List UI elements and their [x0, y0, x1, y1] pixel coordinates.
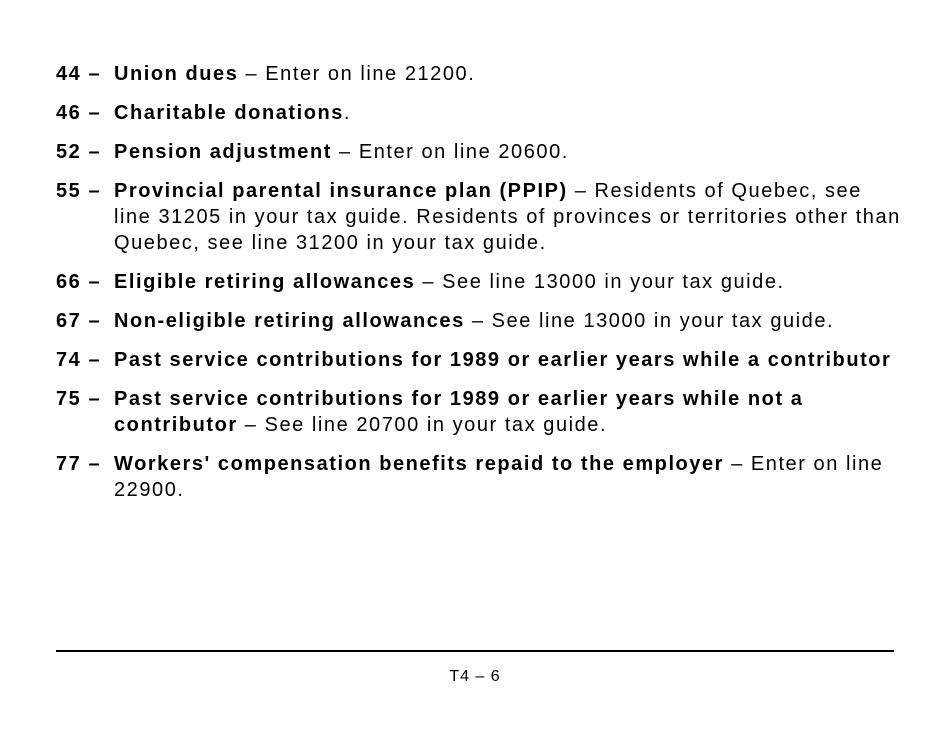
- entry-title: Past service contributions for 1989 or earlier years while not a contributor: [114, 388, 804, 436]
- entry-body: [114, 269, 906, 295]
- footer-divider: [56, 650, 894, 652]
- entry-code-67: [56, 308, 906, 334]
- entry-text: .: [343, 102, 352, 124]
- entry-body: [114, 100, 906, 126]
- entry-text: – See line 13000 in your tax guide.: [415, 271, 785, 293]
- entry-code-75: [56, 386, 906, 438]
- entry-code: 52 –: [56, 141, 102, 163]
- entry-code-77: [56, 451, 906, 503]
- entry-title: Charitable donations: [114, 102, 344, 124]
- entry-text: – See line 20700 in your tax guide.: [237, 414, 608, 436]
- entry-code-66: [56, 269, 906, 295]
- entry-body: [114, 308, 906, 334]
- entry-body: [114, 61, 906, 87]
- entry-code: 44 –: [56, 63, 102, 85]
- entry-title: Provincial parental insurance plan (PPIP): [114, 180, 568, 202]
- entry-code: 77 –: [56, 453, 102, 475]
- entry-code-55: [56, 178, 906, 256]
- entry-code-52: [56, 139, 906, 165]
- entry-title: Eligible retiring allowances: [114, 271, 416, 293]
- entry-title: Workers' compensation benefits repaid to the employer: [114, 453, 724, 475]
- page-number: T4 – 6: [449, 668, 501, 685]
- entry-body: [114, 347, 906, 373]
- entry-body: [114, 178, 906, 256]
- entry-code: 74 –: [56, 349, 102, 371]
- entry-title: Pension adjustment: [114, 141, 332, 163]
- entry-code: 66 –: [56, 271, 102, 293]
- entry-title: Non-eligible retiring allowances: [114, 310, 465, 332]
- entry-body: [114, 139, 906, 165]
- entry-code: 75 –: [56, 388, 102, 410]
- entry-text: – Enter on line 22900.: [114, 453, 884, 501]
- entry-code: 46 –: [56, 102, 102, 124]
- entry-body: [114, 451, 906, 503]
- entry-text: – See line 13000 in your tax guide.: [464, 310, 835, 332]
- entry-code-74: [56, 347, 906, 373]
- entry-code: 55 –: [56, 180, 102, 202]
- entry-body: [114, 386, 906, 438]
- entry-text: – Residents of Quebec, see line 31205 in your tax guide. Residents of provinces or territories other than Quebec, see line 31200 in your tax guide.: [114, 180, 901, 254]
- entry-title: Past service contributions for 1989 or earlier years while a contributor: [114, 349, 892, 371]
- entry-code-44: [56, 61, 906, 87]
- entry-code-46: [56, 100, 906, 126]
- entry-text: – Enter on line 21200.: [238, 63, 476, 85]
- entry-text: – Enter on line 20600.: [331, 141, 569, 163]
- entry-code: 67 –: [56, 310, 102, 332]
- entry-title: Union dues: [114, 63, 239, 85]
- box-codes-list: [56, 61, 906, 516]
